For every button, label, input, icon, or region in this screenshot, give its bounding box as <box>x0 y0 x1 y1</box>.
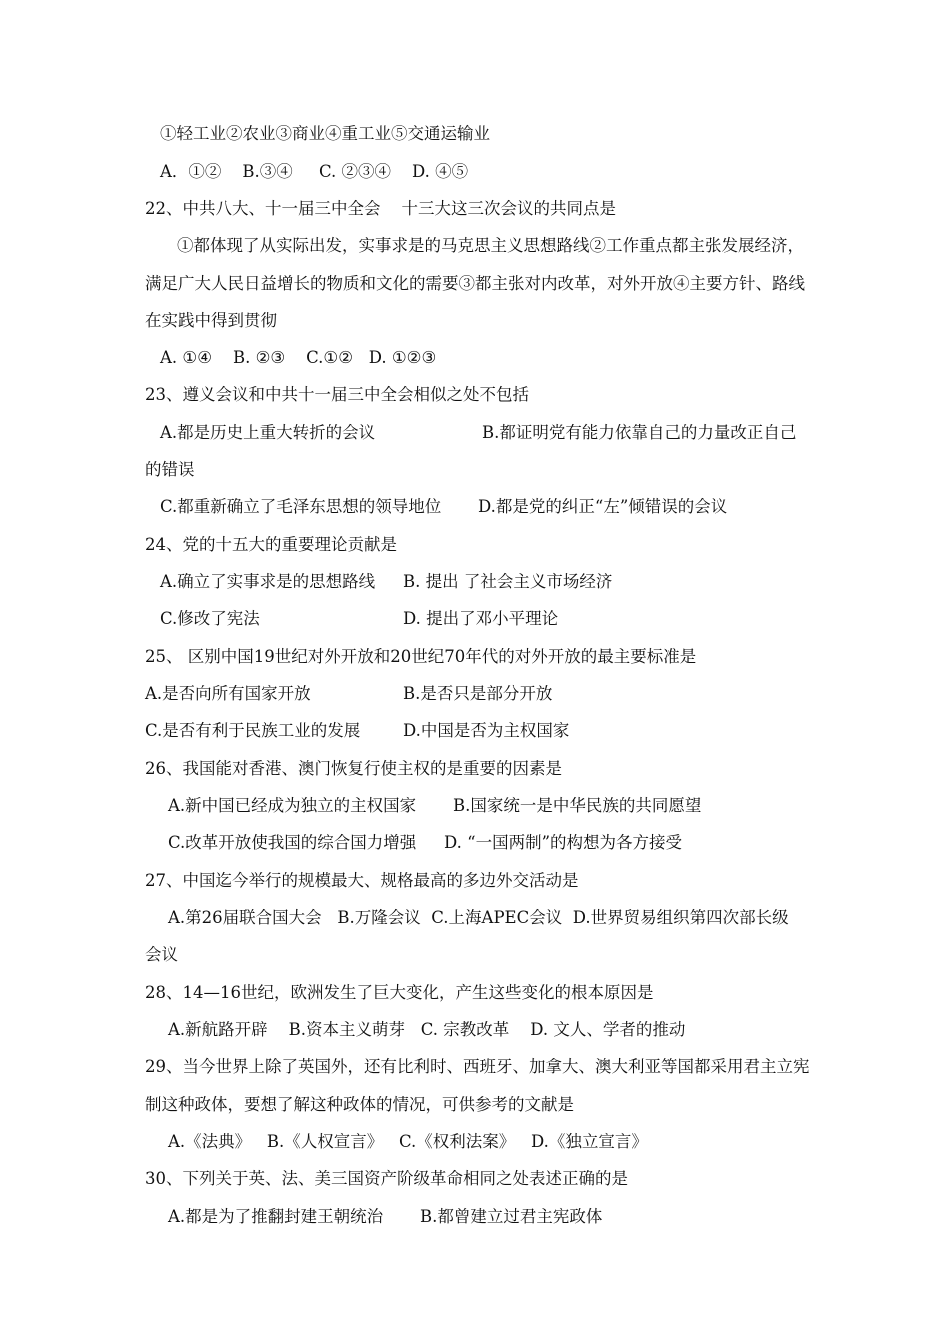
q30-stem: 30、下列关于英、法、美三国资产阶级革命相同之处表述正确的是 <box>145 1169 628 1188</box>
q23-option-d: D.都是党的纠正“左”倾错误的会议 <box>478 497 728 516</box>
q27-stem: 27、中国迄今举行的规模最大、规格最高的多边外交活动是 <box>145 871 579 890</box>
q26-option-c: C.改革开放使我国的综合国力增强 <box>168 833 417 852</box>
q22-stem: 22、中共八大、十一届三中全会 十三大这三次会议的共同点是 <box>145 199 616 218</box>
q26-option-d: D. “一国两制”的构想为各方接受 <box>444 833 683 852</box>
q29-stem-line2: 制这种政体，要想了解这种政体的情况，可供参考的文献是 <box>145 1095 574 1114</box>
q25-option-b: B.是否只是部分开放 <box>403 684 553 703</box>
q22-items-line2: 满足广大人民日益增长的物质和文化的需要③都主张对内改革，对外开放④主要方针、路线 <box>145 274 805 293</box>
q30-option-a: A.都是为了推翻封建王朝统治 <box>168 1207 384 1226</box>
q26-stem: 26、我国能对香港、澳门恢复行使主权的是重要的因素是 <box>145 759 562 778</box>
q29-stem-line1: 29、当今世界上除了英国外，还有比利时、西班牙、加拿大、澳大利亚等国都采用君主立宪 <box>145 1057 810 1076</box>
q21-options: A．①② B.③④ C. ②③④ D. ④⑤ <box>160 162 469 181</box>
q27-options: A.第26届联合国大会 B.万隆会议 C.上海APEC会议 D.世界贸易组织第四次部长级 <box>168 908 789 927</box>
q23-option-a: A.都是历史上重大转折的会议 <box>160 423 376 442</box>
q23-option-b: B.都证明党有能力依靠自己的力量改正自己 <box>482 423 797 442</box>
q24-option-a: A.确立了实事求是的思想路线 <box>160 572 376 591</box>
q27-options-cont: 会议 <box>145 945 178 964</box>
q22-items-line3: 在实践中得到贯彻 <box>145 311 277 330</box>
q25-option-a: A.是否向所有国家开放 <box>145 684 311 703</box>
q21-items: ①轻工业②农业③商业④重工业⑤交通运输业 <box>160 124 490 143</box>
q25-stem: 25、 区别中国19世纪对外开放和20世纪70年代的对外开放的最主要标准是 <box>145 647 697 666</box>
q28-options: A.新航路开辟 B.资本主义萌芽 C. 宗教改革 D. 文人、学者的推动 <box>168 1020 686 1039</box>
q24-option-b: B. 提出 了社会主义市场经济 <box>403 572 613 591</box>
q26-option-b: B.国家统一是中华民族的共同愿望 <box>453 796 702 815</box>
q22-options: A. ①④ B. ②③ C.①② D. ①②③ <box>160 348 437 367</box>
q23-stem: 23、遵义会议和中共十一届三中全会相似之处不包括 <box>145 385 529 404</box>
q22-items-line1: ①都体现了从实际出发，实事求是的马克思主义思想路线②工作重点都主张发展经济， <box>177 236 804 255</box>
q24-stem: 24、党的十五大的重要理论贡献是 <box>145 535 397 554</box>
q23-option-c: C.都重新确立了毛泽东思想的领导地位 <box>160 497 442 516</box>
q24-option-c: C.修改了宪法 <box>160 609 260 628</box>
q25-option-d: D.中国是否为主权国家 <box>403 721 570 740</box>
q24-option-d: D. 提出了邓小平理论 <box>403 609 559 628</box>
q29-options: A.《法典》 B.《人权宣言》 C.《权利法案》 D.《独立宣言》 <box>168 1132 648 1151</box>
q25-option-c: C.是否有利于民族工业的发展 <box>145 721 361 740</box>
q28-stem: 28、14—16世纪，欧洲发生了巨大变化，产生这些变化的根本原因是 <box>145 983 654 1002</box>
q26-option-a: A.新中国已经成为独立的主权国家 <box>168 796 417 815</box>
q23-option-b-cont: 的错误 <box>145 460 195 479</box>
q30-option-b: B.都曾建立过君主宪政体 <box>420 1207 603 1226</box>
